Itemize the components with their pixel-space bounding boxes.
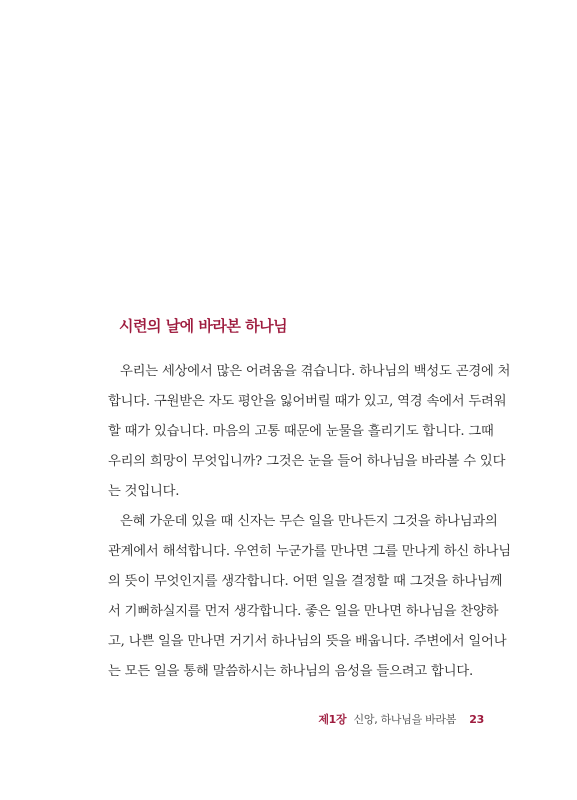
section-title: 시련의 날에 바라본 하나님: [119, 317, 288, 335]
chapter-label: 제1장: [318, 713, 347, 726]
paragraph-2-line-1: 은혜 가운데 있을 때 신자는 무슨 일을 만나든지 그것을 하나님과의: [120, 514, 498, 529]
book-title: 신앙, 하나님을 바라봄: [353, 713, 457, 726]
body-text: [108, 357, 511, 687]
page-number: 23: [469, 713, 484, 726]
paragraph-2-line-3: 의 뜻이 무엇인지를 생각합니다. 어떤 일을 결정할 때 그것을 하나님께: [108, 574, 503, 589]
paragraph-1-line-4: 우리의 희망이 무엇입니까? 그것은 눈을 들어 하나님을 바라볼 수 있다: [108, 454, 506, 469]
paragraph-2-line-5: 고, 나쁜 일을 만나면 거기서 하나님의 뜻을 배웁니다. 주변에서 일어나: [108, 634, 507, 649]
paragraph-1-line-3: 할 때가 있습니다. 마음의 고통 때문에 눈물을 흘리기도 합니다. 그때: [108, 424, 494, 439]
paragraph-1-line-1: 우리는 세상에서 많은 어려움을 겪습니다. 하나님의 백성도 곤경에 처: [120, 364, 511, 379]
paragraph-2-line-4: 서 기뻐하실지를 먼저 생각합니다. 좋은 일을 만나면 하나님을 찬양하: [108, 604, 499, 619]
paragraph-2-line-6: 는 모든 일을 통해 말씀하시는 하나님의 음성을 들으려고 합니다.: [108, 664, 474, 679]
paragraph-1-line-5: 는 것입니다.: [108, 484, 180, 499]
running-footer: [318, 711, 484, 727]
paragraph-2-line-2: 관계에서 해석합니다. 우연히 누군가를 만나면 그를 만나게 하신 하나님: [108, 544, 511, 559]
paragraph-1-line-2: 합니다. 구원받은 자도 평안을 잃어버릴 때가 있고, 역경 속에서 두려워: [108, 394, 507, 409]
